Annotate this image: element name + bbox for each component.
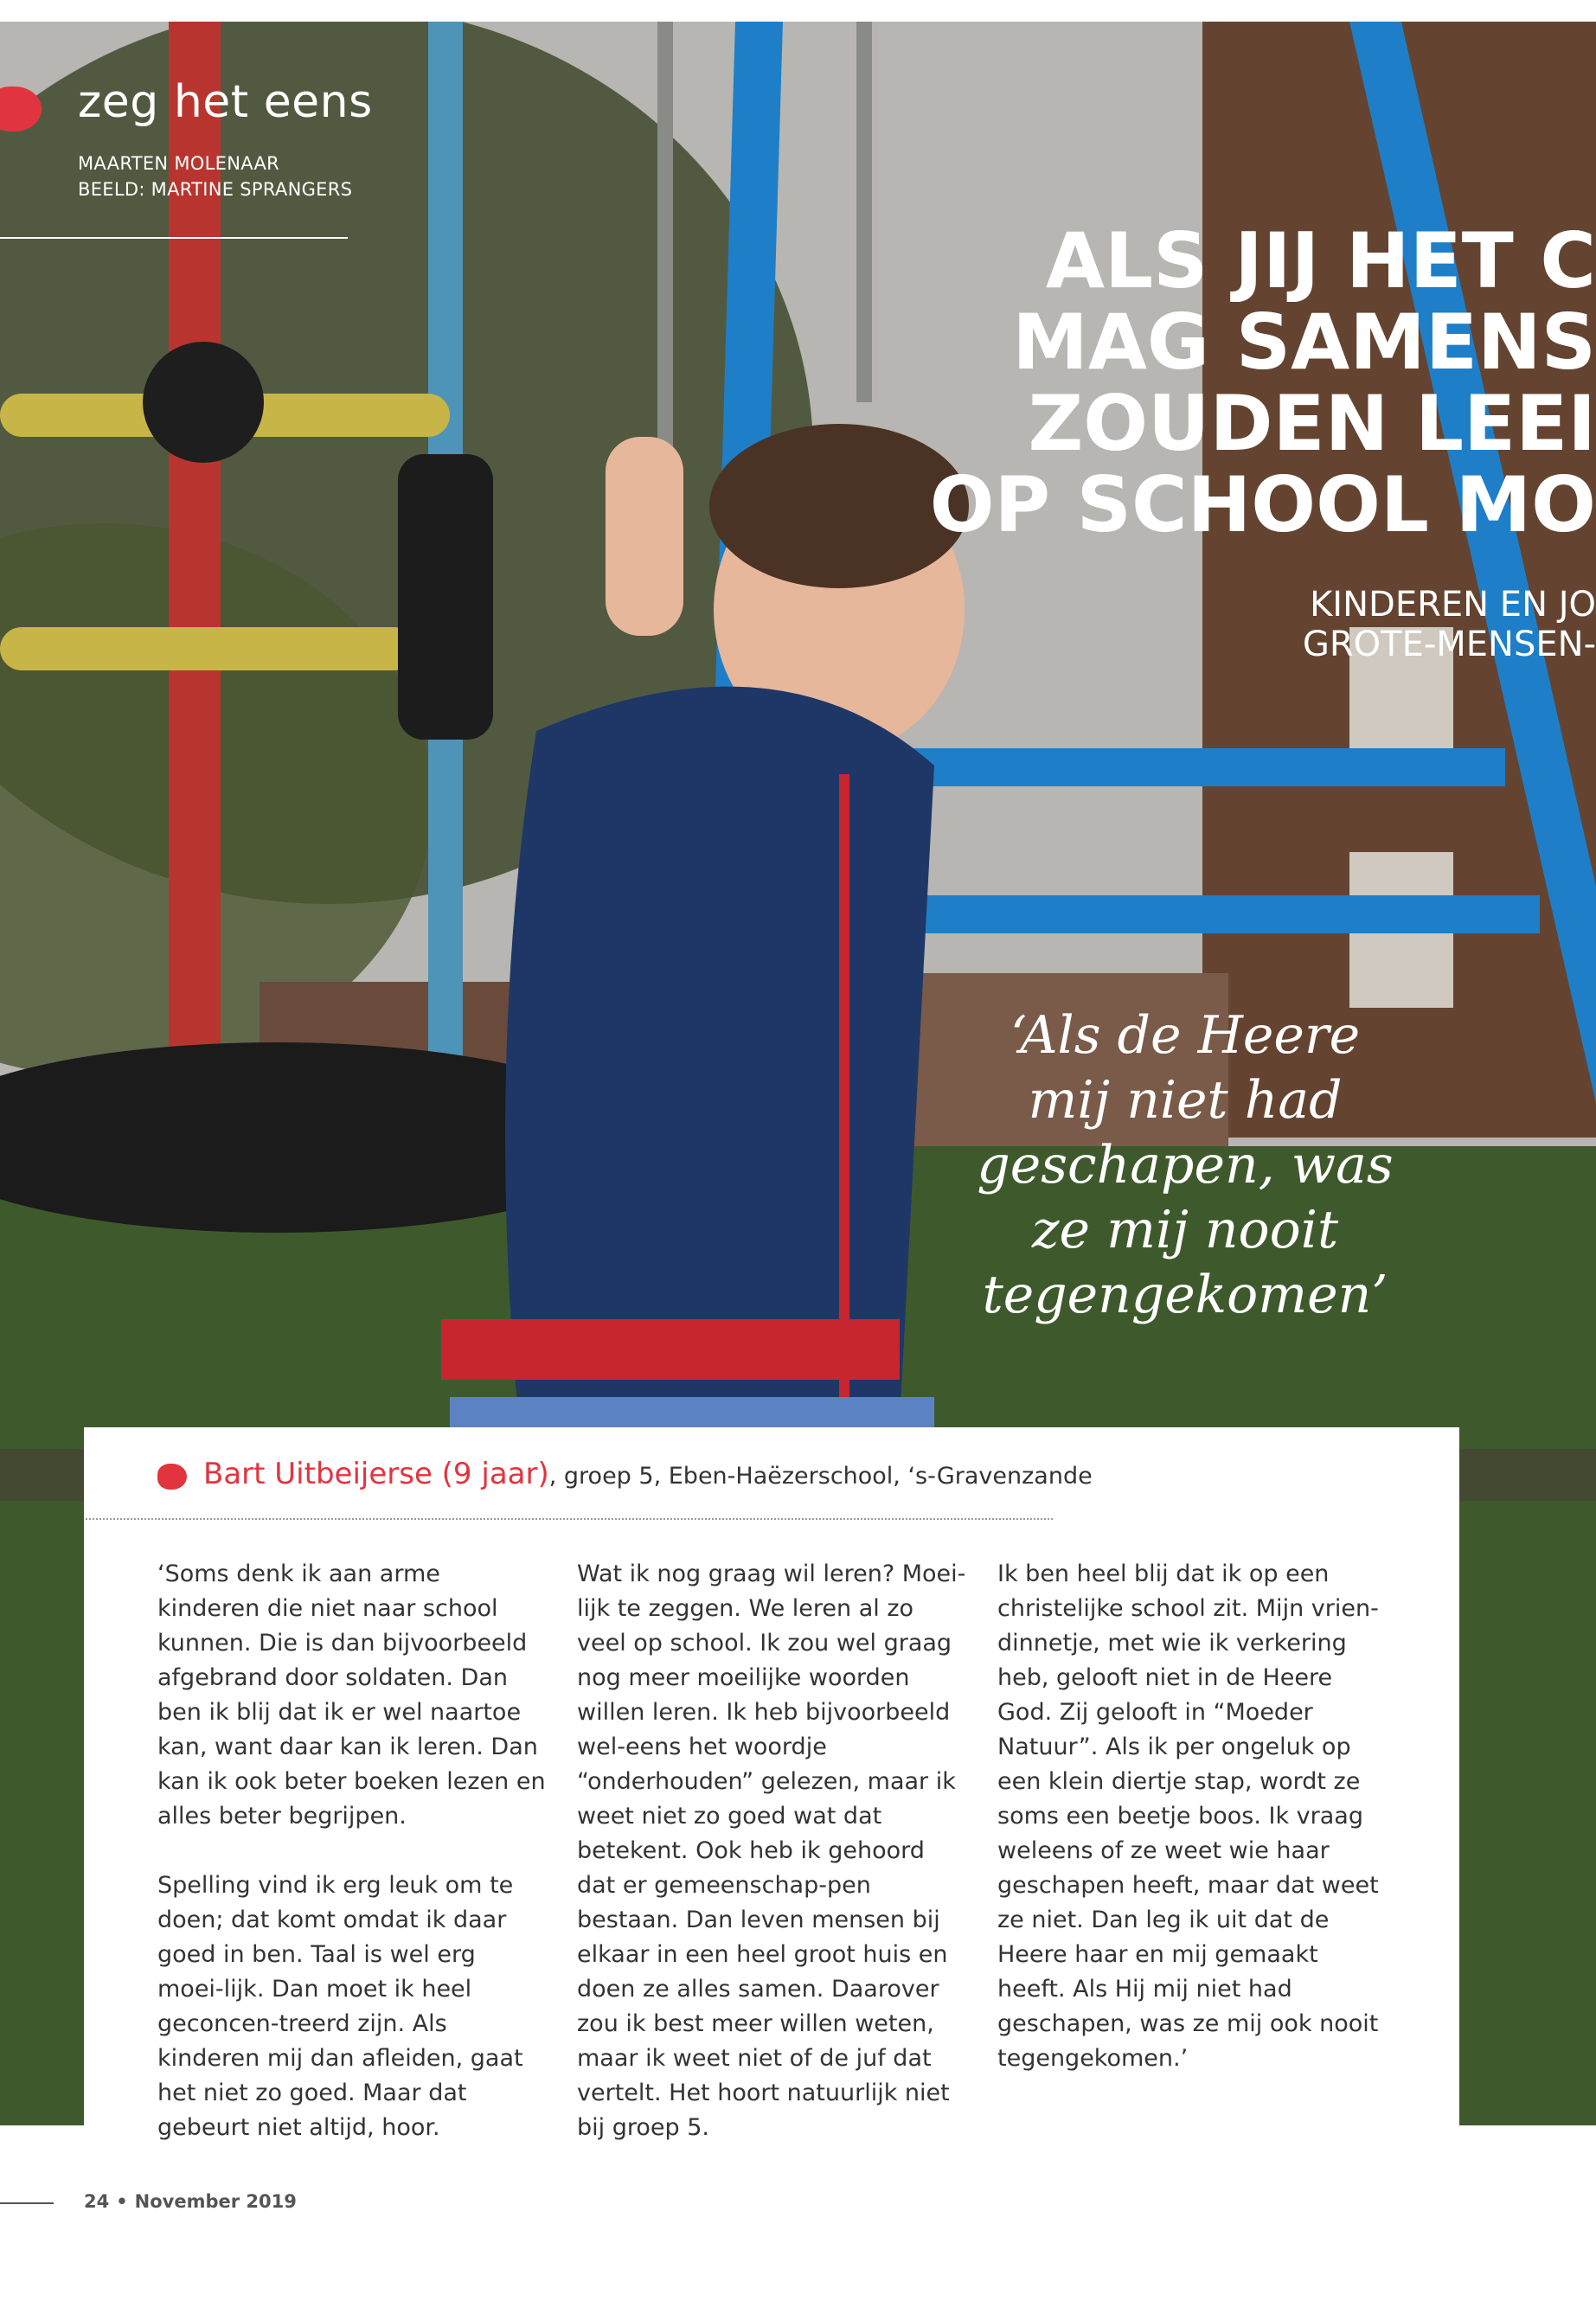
pull-quote-line: ze mij nooit	[1031, 1200, 1339, 1260]
subheading	[990, 585, 1596, 664]
byline	[203, 1457, 1093, 1491]
section-divider	[0, 237, 348, 239]
headline-line: ZOUDEN LEEI	[1028, 383, 1596, 465]
author-credit: MAARTEN MOLENAAR	[78, 153, 280, 174]
article-box	[84, 1427, 1459, 2141]
paragraph: Wat ik nog graag wil leren? Moei-lijk te zeggen. We leren al zo veel op school. Ik zou wel graag nog meer moeilijke woorden willen leren. Ik heb bijvoorbeeld wel-eens het woordje “onderhouden” gelezen, maar ik weet niet zo goed wat dat betekent. Ook heb ik gehoord dat er gemeenschap-pen bestaan. Dan leven mensen bij elkaar in een heel groot huis en doen ze alles samen. Daarover zou ik best meer willen weten, maar ik weet niet of de juf dat vertelt. Het hoort natuurlijk niet bij groep 5.	[577, 1561, 966, 2141]
pull-quote-line: ‘Als de Heere	[1010, 1005, 1361, 1066]
footer-separator: •	[116, 2191, 128, 2212]
byline-marker-icon	[157, 1464, 187, 1490]
page-footer	[84, 2191, 297, 2212]
byline-divider	[86, 1518, 1053, 1520]
page-number: 24	[84, 2191, 110, 2212]
article-column-1	[157, 1557, 547, 2180]
headline-line: ALS JIJ HET C	[1045, 221, 1596, 302]
section-title: zeg het eens	[78, 76, 373, 128]
article-column-3	[997, 1557, 1387, 2111]
photo-credit: BEELD: MARTINE SPRANGERS	[78, 179, 353, 200]
pull-quote	[965, 1003, 1406, 1328]
pull-quote-line: mij niet had	[1028, 1070, 1343, 1131]
paragraph: Spelling vind ik erg leuk om te doen; dat komt omdat ik daar goed in ben. Taal is wel erg moei-lijk. Dan moet ik heel geconcen-treerd zijn. Als kinderen mij dan afleiden, gaat het niet zo goed. Maar dat gebeurt niet altijd, hoor.	[157, 1872, 523, 2141]
pull-quote-line: geschapen, was	[977, 1135, 1394, 1195]
interviewee-name: Bart Uitbeijerse (9 jaar)	[203, 1457, 549, 1491]
headline	[731, 221, 1596, 546]
headline-line: MAG SAMENS	[1012, 302, 1596, 383]
subheading-line: KINDEREN EN JO	[1310, 585, 1596, 625]
footer-divider	[0, 2202, 54, 2204]
article-column-2	[577, 1557, 966, 2180]
headline-line: OP SCHOOL MO	[929, 465, 1596, 546]
paragraph: Ik ben heel blij dat ik op een christelijke school zit. Mijn vrien-dinnetje, met wie ik verkering heb, gelooft niet in de Heere God. Zij gelooft in “Moeder Natuur”. Als ik per ongeluk op een klein diertje stap, wordt ze soms een beetje boos. Ik vraag weleens of ze weet wie haar geschapen heeft, maar dat weet ze niet. Dan leg ik uit dat de Heere haar en mij gemaakt heeft. Als Hij mij niet had geschapen, was ze mij ook nooit tegengekomen.’	[997, 1561, 1379, 2072]
interviewee-details: , groep 5, Eben-Haëzerschool, ‘s-Gravenzande	[548, 1463, 1093, 1490]
pull-quote-line: tegengekomen’	[982, 1265, 1388, 1325]
paragraph: ‘Soms denk ik aan arme kinderen die niet naar school kunnen. Die is dan bijvoorbeeld afgebrand door soldaten. Dan ben ik blij dat ik er wel naartoe kan, want daar kan ik leren. Dan kan ik ook beter boeken lezen en alles beter begrijpen.	[157, 1561, 546, 1830]
issue-date: November 2019	[134, 2191, 297, 2212]
subheading-line: GROTE-MENSEN-	[1302, 625, 1596, 664]
